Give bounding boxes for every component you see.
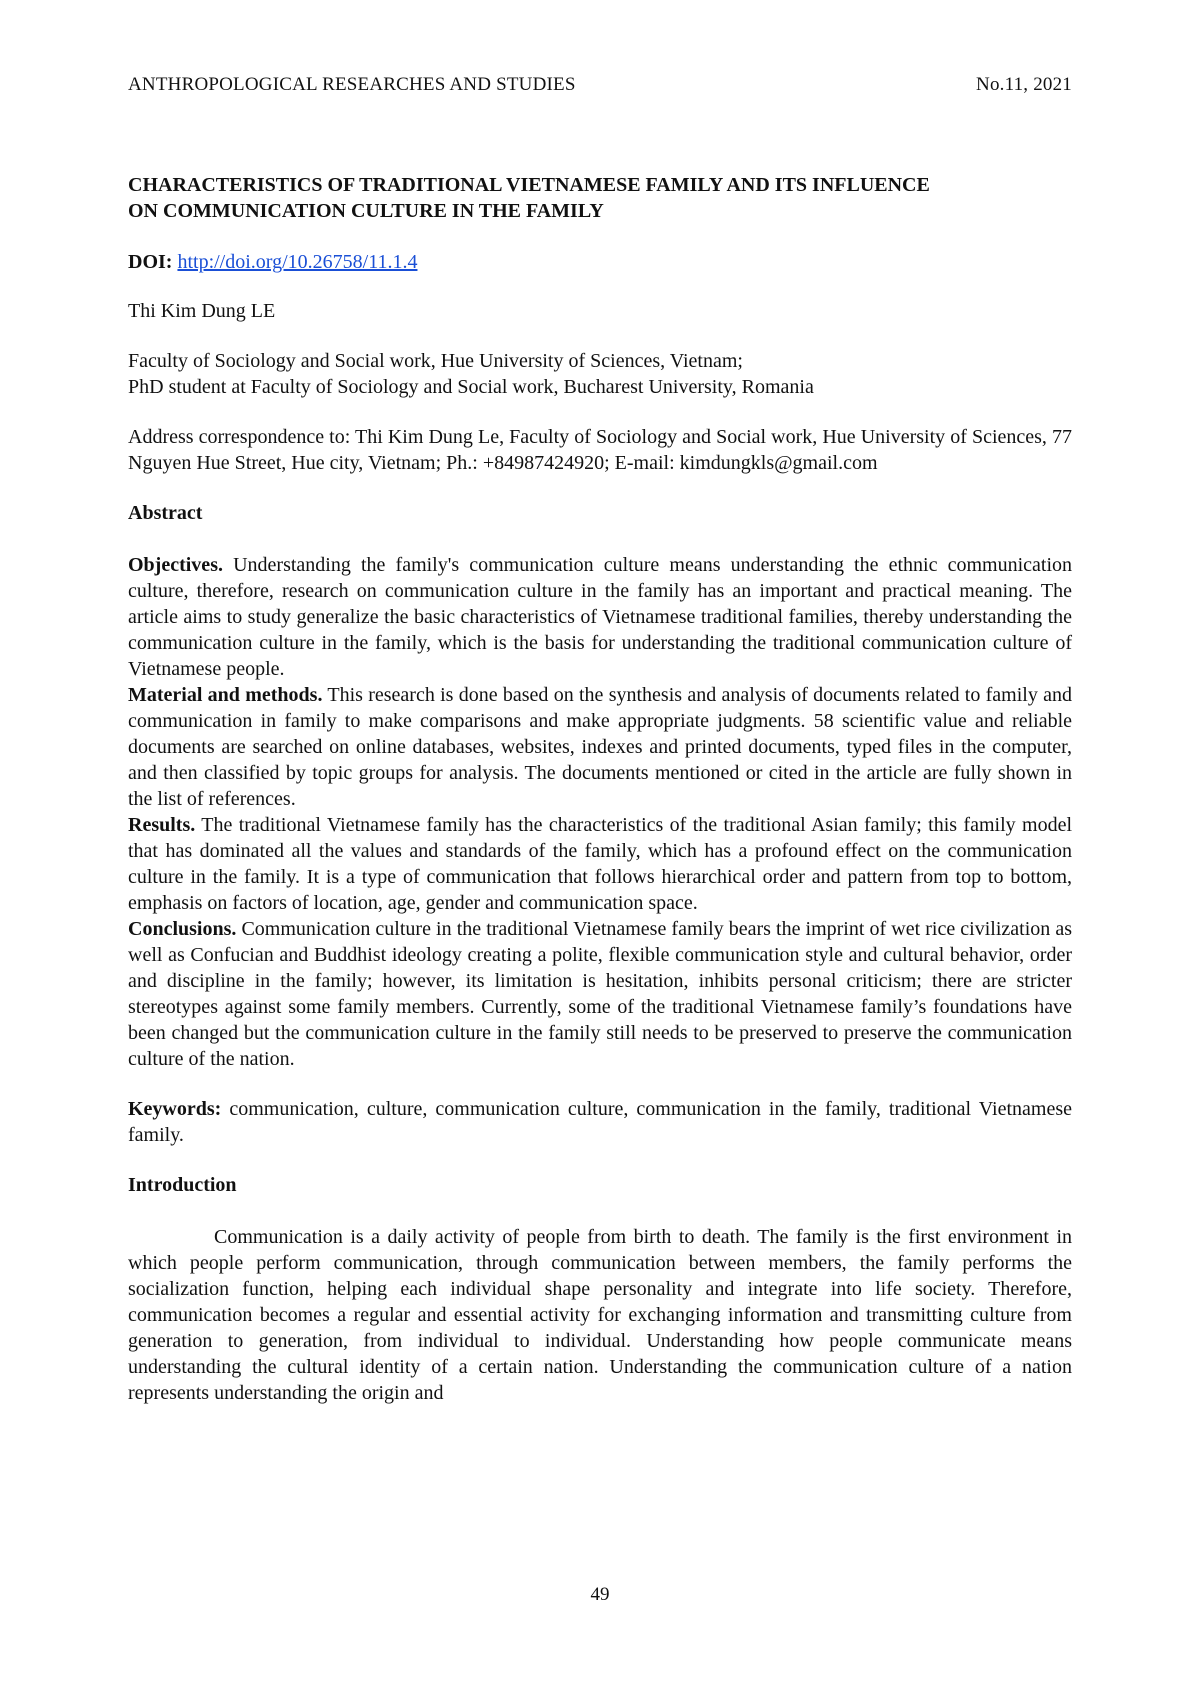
doi-line <box>128 249 1072 275</box>
affiliation <box>128 348 1072 400</box>
abstract-body <box>128 552 1072 1072</box>
abstract-objectives <box>128 552 1072 682</box>
abstract-conclusions <box>128 916 1072 1072</box>
affiliation-line-2: PhD student at Faculty of Sociology and Social work, Bucharest University, Romania <box>128 376 814 398</box>
title-line-1: CHARACTERISTICS OF TRADITIONAL VIETNAMESE FAMILY AND ITS INFLUENCE <box>128 174 930 196</box>
keywords <box>128 1096 1072 1148</box>
introduction-body <box>128 1224 1072 1406</box>
introduction-heading: Introduction <box>128 1174 237 1196</box>
affiliation-line-1: Faculty of Sociology and Social work, Hue University of Sciences, Vietnam; <box>128 350 743 372</box>
abstract-results <box>128 812 1072 916</box>
keywords-text: communication, culture, communication culture, communication in the family, traditional Vietnamese family. <box>128 1098 1073 1146</box>
objectives-label: Objectives. <box>128 554 223 576</box>
title-line-2: ON COMMUNICATION CULTURE IN THE FAMILY <box>128 200 604 222</box>
doi-link[interactable]: http://doi.org/10.26758/11.1.4 <box>177 251 418 273</box>
conclusions-label: Conclusions. <box>128 918 237 940</box>
issue-number: No.11, 2021 <box>976 74 1072 95</box>
article-title <box>128 172 1072 224</box>
doi-label: DOI: <box>128 251 173 273</box>
abstract-heading: Abstract <box>128 502 203 524</box>
correspondence-address: Address correspondence to: Thi Kim Dung Le, Faculty of Sociology and Social work, Hue University of Sciences, 77 Nguyen Hue Street, Hue city, Vietnam; Ph.: +84987424920; E-mail: kimdungkls@gmail.com <box>128 426 1072 474</box>
page-number: 49 <box>590 1584 610 1605</box>
keywords-label: Keywords: <box>128 1098 222 1120</box>
journal-name: ANTHROPOLOGICAL RESEARCHES AND STUDIES <box>128 74 576 95</box>
results-text: The traditional Vietnamese family has the characteristics of the traditional Asian family; this family model that has dominated all the values and standards of the family, which has a profound effect on the communication culture in the family. It is a type of communication that follows hierarchical order and pattern from top to bottom, emphasis on factors of location, age, gender and communication space. <box>128 814 1072 914</box>
running-header <box>128 72 1072 98</box>
article-body <box>128 172 1072 1406</box>
results-label: Results. <box>128 814 196 836</box>
author-name: Thi Kim Dung LE <box>128 300 276 322</box>
conclusions-text: Communication culture in the traditional Vietnamese family bears the imprint of wet rice civilization as well as Confucian and Buddhist ideology creating a polite, flexible communication style and cultural behavior, order and discipline in the family; however, its limitation is hesitation, inhibits personal criticism; there are stricter stereotypes against some family members. Currently, some of the traditional Vietnamese family’s foundations have been changed but the communication culture in the family still needs to be preserved to preserve the communication culture of the nation. <box>128 918 1073 1070</box>
methods-text: This research is done based on the synthesis and analysis of documents related to family and communication in family to make comparisons and make appropriate judgments. 58 scientific value and reliable documents are searched on online databases, websites, indexes and printed documents, typed files in the computer, and then classified by topic groups for analysis. The documents mentioned or cited in the article are fully shown in the list of references. <box>128 684 1072 810</box>
abstract-methods <box>128 682 1072 812</box>
methods-label: Material and methods. <box>128 684 323 706</box>
objectives-text: Understanding the family's communication culture means understanding the ethnic communication culture, therefore, research on communication culture in the family has an important and practical meaning. The article aims to study generalize the basic characteristics of Vietnamese traditional families, thereby understanding the communication culture in the family, which is the basis for understanding the traditional communication culture of Vietnamese people. <box>128 554 1073 680</box>
introduction-paragraph: Communication is a daily activity of people from birth to death. The family is the first environment in which people perform communication, through communication between members, the family performs the socialization function, helping each individual shape personality and integrate into life society. Therefore, communication becomes a regular and essential activity for exchanging information and transmitting culture from generation to generation, from individual to individual. Understanding how people communicate means understanding the cultural identity of a certain nation. Understanding the communication culture of a nation represents understanding the origin and <box>128 1226 1072 1404</box>
